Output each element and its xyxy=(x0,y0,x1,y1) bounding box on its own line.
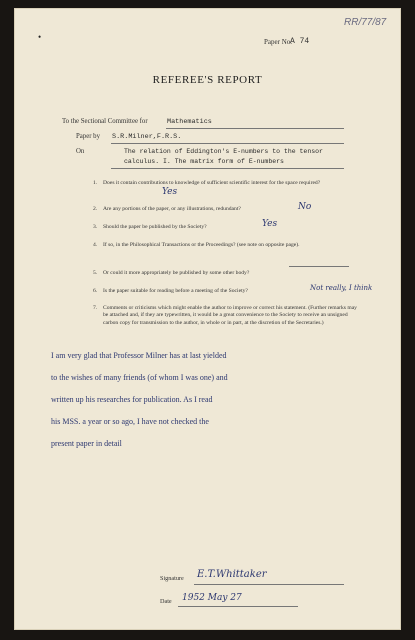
reference-number: RR/77/87 xyxy=(344,17,387,28)
paper-no-label: Paper No. xyxy=(264,38,292,46)
signature-rule xyxy=(194,584,344,585)
paper-by-rule xyxy=(111,143,344,144)
paper-by-value: S.R.Milner,F.R.S. xyxy=(112,133,182,141)
paper-no-value: A 74 xyxy=(290,37,310,46)
committee-rule xyxy=(166,128,344,129)
answer-3: Yes xyxy=(262,219,278,229)
question-5-rule xyxy=(289,266,349,267)
paper-by-label: Paper by xyxy=(76,133,100,140)
comment-line-2: to the wishes of many friends (of whom I was one) and xyxy=(51,373,228,382)
on-line-2: calculus. I. The matrix form of E-numbers xyxy=(124,158,284,165)
on-label: On xyxy=(76,148,85,155)
question-1: 1. Does it contain contributions to knowledge of sufficient scientific interest for the space required? xyxy=(93,180,321,186)
question-3: 3. Should the paper be published by the Society? xyxy=(93,224,207,230)
committee-value: Mathematics xyxy=(167,118,212,126)
answer-2: No xyxy=(298,202,312,212)
margin-mark: • xyxy=(38,32,42,42)
question-5: 5. Or could it more appropriately be published by some other body? xyxy=(93,270,250,276)
committee-label: To the Sectional Committee for xyxy=(62,118,148,125)
answer-1: Yes xyxy=(162,187,178,197)
signature-label: Signature xyxy=(160,575,184,582)
report-title: REFEREE'S REPORT xyxy=(152,74,263,86)
comment-line-1: I am very glad that Professor Milner has at last yielded xyxy=(51,351,227,360)
on-rule xyxy=(111,168,344,169)
on-line-1: The relation of Eddington's E-numbers to the tensor xyxy=(124,148,323,155)
date-label: Date xyxy=(160,598,172,605)
referee-report-sheet xyxy=(14,8,401,630)
question-2: 2. Are any portions of the paper, or any illustrations, redundant? xyxy=(93,206,241,212)
question-6: 6. Is the paper suitable for reading before a meeting of the Society? xyxy=(93,288,248,294)
question-4: 4. If so, in the Philosophical Transactions or the Proceedings? (see note on opposite page). xyxy=(93,242,300,248)
referee-comments xyxy=(51,345,228,455)
question-7: 7. Comments or criticisms which might enable the author to improve or correct his statement. (Further remarks may be attached and, if they are typewritten, it would be a great convenience to the Society to receive an unsigned carbon copy for transmission to the author, in whole or in part, at the discretion of the Secretaries.) xyxy=(93,305,357,326)
answer-6: Not really, I think xyxy=(310,284,373,292)
date-value: 1952 May 27 xyxy=(182,593,242,603)
date-rule xyxy=(178,606,298,607)
comment-line-3: written up his researches for publication. As I read xyxy=(51,395,213,404)
signature-value: E.T.Whittaker xyxy=(197,569,267,580)
comment-line-5: present paper in detail xyxy=(51,439,122,448)
comment-line-4: his MSS. a year or so ago, I have not checked the xyxy=(51,417,209,426)
